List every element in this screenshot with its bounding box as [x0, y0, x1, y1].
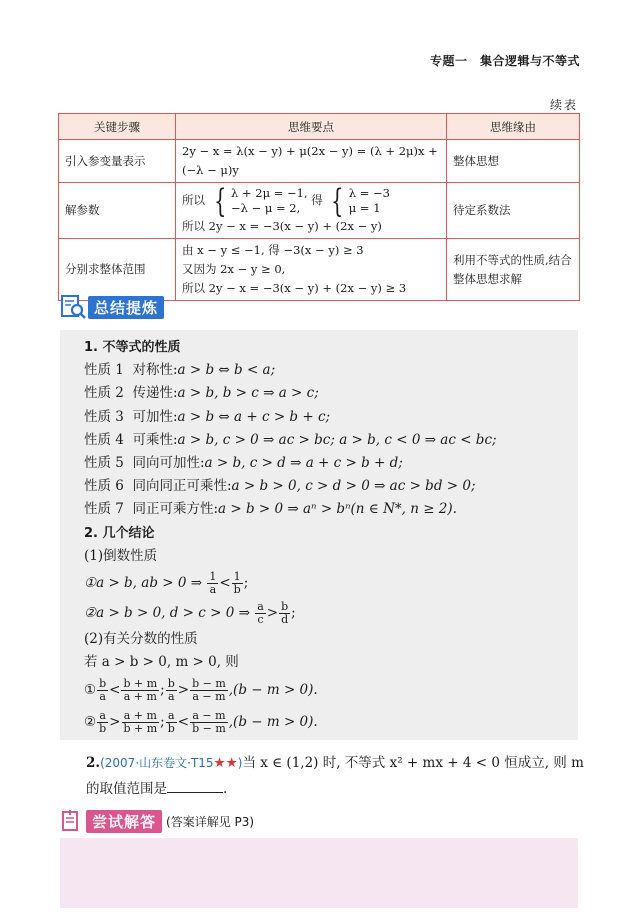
- section-heading: 1. 不等式的性质: [84, 340, 181, 355]
- property-name: 同向同正可乘性:: [132, 478, 232, 495]
- fraction: [121, 710, 159, 735]
- equation: μ = 1: [348, 201, 381, 215]
- property-item: [84, 382, 497, 405]
- property-item: [84, 475, 497, 498]
- property-item: [84, 452, 497, 475]
- property-label: 性质 4: [84, 431, 124, 448]
- operator: <: [109, 682, 121, 699]
- property-label: 性质 2: [84, 385, 124, 402]
- table-header: 思维缘由: [447, 114, 580, 140]
- numerator: a + m: [123, 709, 157, 723]
- summary-badge-label: 总结提炼: [88, 296, 164, 319]
- operator: >: [109, 714, 121, 731]
- continued-label: 续表: [549, 98, 578, 112]
- table-row: [59, 140, 580, 183]
- equation-system: [326, 182, 390, 220]
- terminator: ;: [243, 575, 249, 592]
- attempt-badge: [60, 810, 254, 832]
- table-cell: [176, 183, 447, 239]
- text-line: 由 x − y ≤ −1, 得 −3(x − y) ≥ 3: [182, 243, 364, 257]
- property-label: 性质 7: [84, 501, 124, 518]
- summary-panel: [60, 330, 578, 740]
- table-cell: 解参数: [59, 183, 176, 239]
- text-line: 所以 2y − x = −3(x − y) + (2x − y): [182, 219, 382, 233]
- fraction: [97, 678, 108, 703]
- equation-system: [209, 182, 308, 220]
- property-formula: a > b, c > d ⇒ a + c > b + d;: [204, 455, 403, 472]
- table-header: 思维要点: [176, 114, 447, 140]
- reciprocal-rule: [84, 598, 497, 628]
- table-cell: [176, 239, 447, 301]
- answer-area[interactable]: [60, 838, 578, 908]
- attempt-badge-label: 尝试解答: [86, 810, 162, 833]
- equation: λ + 2μ = −1,: [231, 186, 308, 200]
- numerator: a: [257, 600, 264, 614]
- numerator: b − m: [192, 677, 226, 691]
- numerator: a − m: [192, 709, 226, 723]
- numerator: a: [167, 709, 175, 723]
- property-item: [84, 406, 497, 429]
- denominator: b: [167, 722, 175, 736]
- property-label: 性质 3: [84, 408, 124, 425]
- rule-marker: ②: [84, 714, 97, 731]
- terminator: ;: [291, 605, 296, 622]
- property-name: 可加性:: [132, 408, 178, 425]
- property-label: 性质 5: [84, 455, 124, 472]
- property-name: 可乘性:: [132, 431, 178, 448]
- text-line: 所以 2y − x = −3(x − y) + (2x − y) ≥ 3: [182, 281, 407, 295]
- question-source-end: ): [237, 756, 243, 770]
- denominator: d: [281, 613, 289, 627]
- denominator: a − m: [192, 690, 226, 704]
- pencil-note-icon: [60, 808, 86, 834]
- operator: >: [177, 682, 190, 699]
- subheading: (2)有关分数的性质: [84, 631, 198, 648]
- fraction: [121, 678, 159, 703]
- brace-icon: {: [213, 182, 226, 220]
- rule-marker: ①: [84, 682, 97, 699]
- fraction: [166, 710, 177, 735]
- fraction: [190, 710, 228, 735]
- answer-note: (答案详解见 P3): [166, 814, 255, 829]
- text-prefix: 所以: [182, 193, 205, 207]
- denominator: b: [233, 583, 241, 597]
- fraction: [207, 571, 218, 596]
- fraction: [166, 678, 177, 703]
- numerator: a: [99, 709, 106, 723]
- header-title: 专题一 集合逻辑与不等式: [429, 54, 580, 68]
- denominator: a: [167, 690, 175, 704]
- equation: λ = −3: [348, 186, 390, 200]
- key-steps-table: [58, 113, 580, 301]
- table-cell: 分别求整体范围: [59, 239, 176, 301]
- table-cell: 利用不等式的性质,结合整体思想求解: [447, 239, 580, 301]
- property-label: 性质 1: [84, 362, 124, 379]
- question-2: [86, 750, 586, 802]
- property-formula: a > b, c > 0 ⇒ ac > bc; a > b, c < 0 ⇒ ac < bc;: [177, 431, 497, 448]
- difficulty-stars: ★★: [213, 755, 238, 771]
- property-formula: a > b > 0 ⇒ aⁿ > bⁿ(n ∈ N*, n ≥ 2).: [218, 501, 457, 518]
- operator: <: [219, 575, 231, 592]
- denominator: b: [99, 722, 107, 736]
- denominator: b + m: [123, 722, 158, 736]
- table-cell: 引入参变量表示: [59, 140, 176, 183]
- question-end: .: [223, 781, 228, 797]
- fraction: [232, 571, 243, 596]
- rule-condition: ,(b − m > 0).: [228, 682, 318, 699]
- fraction: [279, 601, 290, 626]
- numerator: b + m: [123, 677, 158, 691]
- table-header: 关键步骤: [59, 114, 176, 140]
- numerator: b: [167, 677, 175, 691]
- table-cell: 2y − x = λ(x − y) + μ(2x − y) = (λ + 2μ)x + (−λ − μ)y: [176, 140, 447, 183]
- fraction: [255, 601, 266, 626]
- property-item: [84, 498, 497, 521]
- fraction-rule: [84, 706, 497, 738]
- text-line: 又因为 2x − y ≥ 0,: [182, 262, 286, 276]
- section-heading: 2. 几个结论: [84, 525, 155, 541]
- subheading: (1)倒数性质: [84, 547, 158, 564]
- numerator: b: [99, 677, 107, 691]
- rule-text: ①a > b, ab > 0 ⇒: [84, 575, 203, 592]
- table-cell: 待定系数法: [447, 183, 580, 239]
- operator: <: [177, 714, 190, 731]
- property-formula: a > b ⇔ b < a;: [177, 362, 276, 379]
- text-mid: 得: [311, 193, 323, 207]
- rule-text: ②a > b > 0, d > c > 0 ⇒: [84, 605, 250, 622]
- property-name: 对称性:: [132, 362, 178, 379]
- table-row: [59, 183, 580, 239]
- table-cell: 整体思想: [447, 140, 580, 183]
- reciprocal-rule: [84, 568, 497, 598]
- denominator: a + m: [123, 690, 157, 704]
- summary-badge: [60, 296, 164, 318]
- question-text: 当 x ∈ (1,2) 时, 不等式 x² + mx + 4 < 0 恒成立, 则 m 的取值范围是: [86, 755, 584, 797]
- property-formula: a > b > 0, c > d > 0 ⇒ ac > bd > 0;: [231, 478, 476, 495]
- question-number: 2.: [86, 755, 101, 771]
- property-formula: a > b, b > c ⇒ a > c;: [177, 385, 319, 402]
- property-label: 性质 6: [84, 478, 124, 495]
- question-source: (2007·山东卷文·T15: [100, 756, 214, 770]
- fraction-rule: [84, 674, 497, 706]
- brace-icon: {: [331, 182, 344, 220]
- equation-system-line: [182, 182, 440, 220]
- table-header-row: [59, 114, 580, 140]
- numerator: 1: [233, 570, 241, 584]
- denominator: c: [257, 613, 264, 627]
- operator: >: [266, 605, 279, 622]
- denominator: b − m: [192, 722, 226, 736]
- rule-condition: ,(b − m > 0).: [228, 714, 318, 731]
- table-row: [59, 239, 580, 301]
- fraction: [97, 710, 108, 735]
- denominator: a: [99, 690, 106, 704]
- property-item: [84, 359, 497, 382]
- property-item: [84, 429, 497, 452]
- separator: ;: [160, 682, 165, 699]
- denominator: a: [209, 583, 217, 597]
- numerator: b: [281, 600, 289, 614]
- magnifier-document-icon: [60, 293, 88, 321]
- separator: ;: [160, 714, 165, 731]
- numerator: 1: [209, 570, 217, 584]
- property-formula: a > b ⇔ a + c > b + c;: [177, 408, 331, 425]
- property-name: 同向可加性:: [132, 455, 205, 472]
- property-name: 同正可乘方性:: [132, 501, 219, 518]
- answer-blank[interactable]: [167, 792, 223, 793]
- fraction: [190, 678, 228, 703]
- property-name: 传递性:: [132, 385, 178, 402]
- condition-text: 若 a > b > 0, m > 0, 则: [84, 654, 239, 671]
- equation: −λ − μ = 2,: [231, 201, 301, 215]
